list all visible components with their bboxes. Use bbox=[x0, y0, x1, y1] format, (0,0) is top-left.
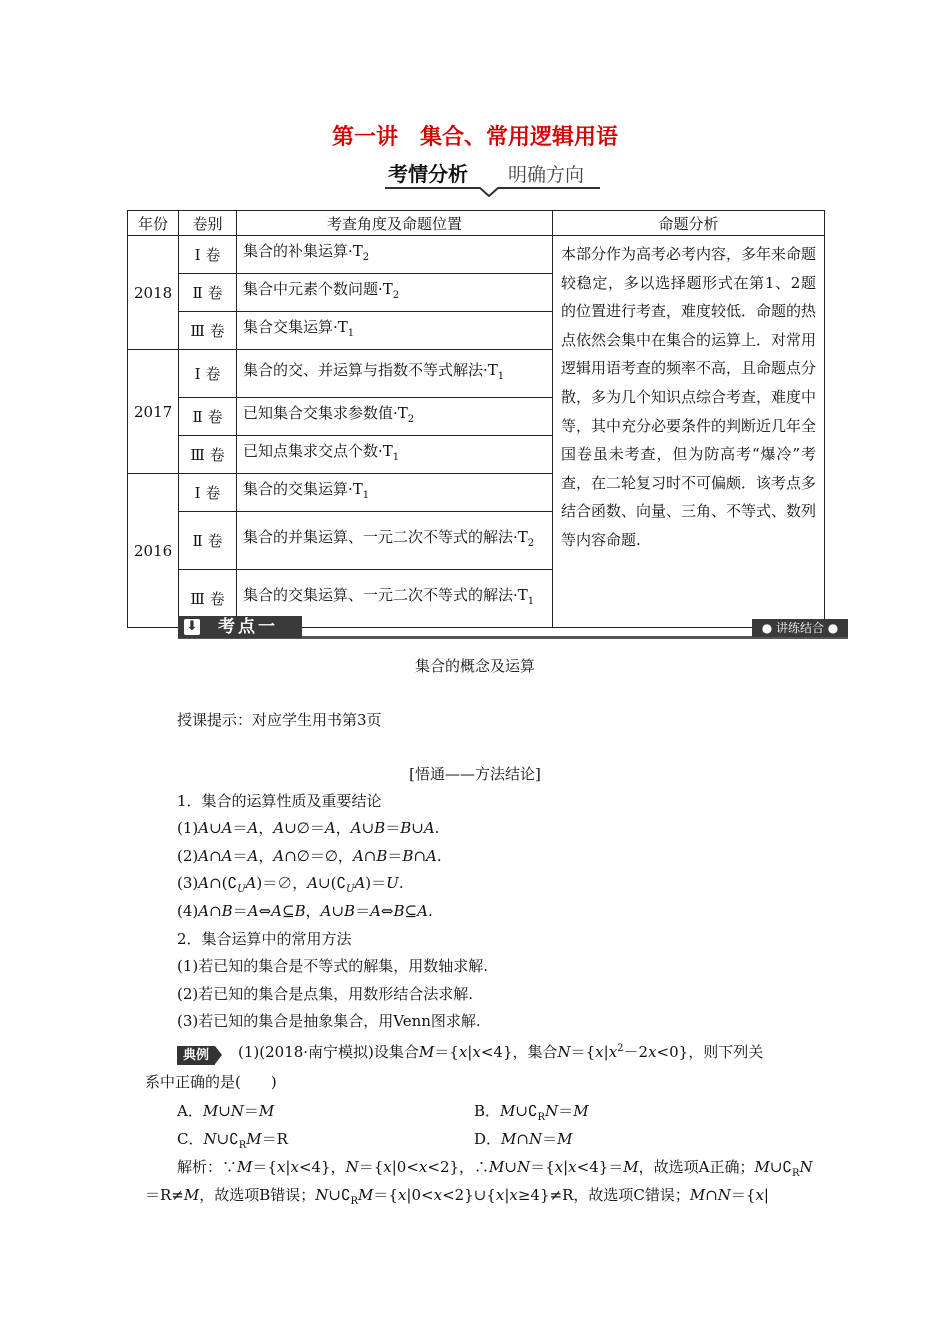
header-analysis: 命题分析 bbox=[553, 211, 825, 236]
analysis-cell: 本部分作为高考必考内容，多年来命题较稳定，多以选择题形式在第1、2题的位置进行考查，难度较低．命题的热点依然会集中在集合的运算上．对常用逻辑用语考查的频率不高，且命题点分散，多为几个知识点综合考查，难度中等，其中充分必要条件的判断近几年全国卷虽未考查，但为防高考“爆冷”考查，在二轮复习时不可偏颇．该考点多结合函数、向量、三角、不等式、数列等内容命题. bbox=[553, 236, 825, 628]
angle-cell: 集合交集运算$\cdot T_1$ bbox=[237, 312, 553, 350]
download-arrow-icon: ⬇ bbox=[184, 619, 200, 635]
angle-cell: 集合的交集运算、一元二次不等式的解法$\cdot T_1$ bbox=[237, 570, 553, 628]
volume-cell: Ⅲ 卷 bbox=[179, 570, 237, 628]
volume-cell: Ⅰ 卷 bbox=[179, 350, 237, 398]
option-b: B．$M\cup∁_RN=M$ bbox=[474, 1102, 589, 1123]
header-angle: 考查角度及命题位置 bbox=[237, 211, 553, 236]
volume-cell: Ⅱ 卷 bbox=[179, 398, 237, 436]
year-cell: 2016 bbox=[128, 474, 179, 628]
formula-line: (2)A∩A＝A，A∩∅＝∅，A∩B＝B∩A. bbox=[177, 847, 442, 865]
formula-line: (1)A∪A＝A，A∪∅＝A，A∪B＝B∪A. bbox=[177, 819, 440, 837]
angle-cell: 集合的交集运算$\cdot T_1$ bbox=[237, 474, 553, 512]
year-cell: 2018 bbox=[128, 236, 179, 350]
header-year: 年份 bbox=[128, 211, 179, 236]
subtitle-left: 考情分析 bbox=[388, 162, 468, 186]
option-d: D．M∩N＝M bbox=[474, 1130, 573, 1148]
method-title: [悟通——方法结论] bbox=[409, 765, 541, 783]
solution-line-2: ＝R≠M，故选项B错误；$N\cup∁_RM=\{x|0<x<2\}\cup\{x|x\ge 4\}\ne R$，故选项C错误；M∩N＝{x| bbox=[145, 1186, 769, 1207]
example-line-2: 系中正确的是( ) bbox=[145, 1073, 277, 1091]
method-item: (1)若已知的集合是不等式的解集，用数轴求解. bbox=[177, 957, 489, 975]
option-a: A．M∪N＝M bbox=[177, 1102, 275, 1120]
exam-analysis-table bbox=[127, 210, 825, 628]
option-c: C．$N\cup∁_RM=R$ bbox=[177, 1130, 288, 1151]
section-tag bbox=[178, 616, 302, 638]
angle-cell: 集合中元素个数问题$\cdot T_2$ bbox=[237, 274, 553, 312]
angle-cell: 集合的交、并运算与指数不等式解法$\cdot T_1$ bbox=[237, 350, 553, 398]
section-tag-label: 考点一 bbox=[218, 617, 278, 637]
solution-line: 解析：∵M＝{x|x<4}，N＝{x|0<x<2}，∴M∪N＝{x|x<4}＝M，故选项A正确；$M\cup∁_RN$ bbox=[177, 1158, 813, 1179]
example-tag: 典例 bbox=[177, 1046, 215, 1065]
section-subtitle bbox=[385, 158, 615, 198]
formula-line: (4)A∩B＝A⇔A⊆B，A∪B＝A⇔B⊆A. bbox=[177, 902, 433, 920]
page-title: 第一讲 集合、常用逻辑用语 bbox=[331, 125, 618, 150]
subtitle-right: 明确方向 bbox=[508, 164, 585, 186]
angle-cell: 集合的补集运算$\cdot T_2$ bbox=[237, 236, 553, 274]
year-cell: 2017 bbox=[128, 350, 179, 474]
angle-cell: 已知集合交集求参数值$\cdot T_2$ bbox=[237, 398, 553, 436]
volume-cell: Ⅱ 卷 bbox=[179, 512, 237, 570]
method-item: (2)若已知的集合是点集，用数形结合法求解. bbox=[177, 985, 474, 1003]
volume-cell: Ⅰ 卷 bbox=[179, 474, 237, 512]
lecture-hint: 授课提示：对应学生用书第3页 bbox=[177, 711, 382, 729]
section-right-tag: ● 讲练结合 ● bbox=[752, 619, 848, 637]
volume-cell: Ⅰ 卷 bbox=[179, 236, 237, 274]
heading-1: 1．集合的运算性质及重要结论 bbox=[177, 792, 382, 810]
header-volume: 卷别 bbox=[179, 211, 237, 236]
section-title: 集合的概念及运算 bbox=[414, 657, 535, 675]
volume-cell: Ⅲ 卷 bbox=[179, 436, 237, 474]
angle-cell: 集合的并集运算、一元二次不等式的解法$\cdot T_2$ bbox=[237, 512, 553, 570]
method-item: (3)若已知的集合是抽象集合，用Venn图求解. bbox=[177, 1012, 481, 1030]
example-line: 典例 (1)(2018·南宁模拟)设集合M＝{x|x<4}，集合$N=\{x|x^2-2x<0\}$，则下列关 bbox=[177, 1041, 763, 1065]
volume-cell: Ⅲ 卷 bbox=[179, 312, 237, 350]
volume-cell: Ⅱ 卷 bbox=[179, 274, 237, 312]
formula-line: $(3)A\cap(∁_UA)=\emptyset$，$A\cup(∁_UA)=U$. bbox=[177, 874, 404, 895]
section-bar bbox=[178, 616, 848, 640]
angle-cell: 已知点集求交点个数$\cdot T_1$ bbox=[237, 436, 553, 474]
heading-2: 2．集合运算中的常用方法 bbox=[177, 930, 352, 948]
